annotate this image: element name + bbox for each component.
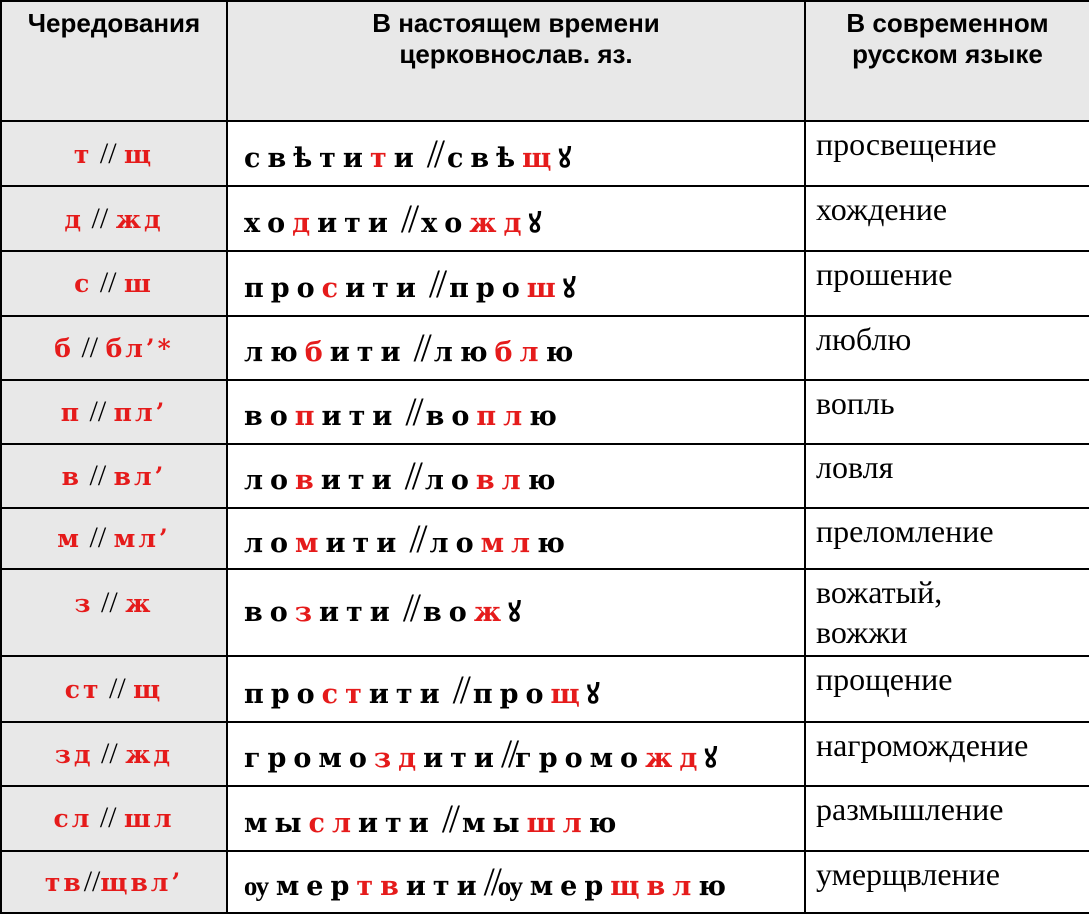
church-slavonic-text <box>244 453 563 499</box>
word-segment: и <box>393 143 421 175</box>
word-segment: ю <box>698 871 733 903</box>
word-segment: ити <box>319 596 397 628</box>
church-slavonic-text <box>244 325 581 371</box>
modern-russian-cell <box>805 444 1089 508</box>
table-row <box>1 569 1089 657</box>
modern-russian-word: просвещение <box>816 126 997 163</box>
word-segment: мы <box>244 807 309 839</box>
alternation-text <box>44 864 184 898</box>
church-slavonic-text <box>244 515 572 561</box>
church-slavonic-cell <box>227 508 805 569</box>
word-segment: ю <box>588 807 624 839</box>
church-slavonic-cell <box>227 444 805 508</box>
separator: // <box>92 136 125 170</box>
alternation-cell <box>1 722 227 786</box>
alternation-segment: шл <box>124 804 175 834</box>
word-segment: про <box>449 272 527 304</box>
table-row <box>1 251 1089 315</box>
church-slavonic-text <box>244 131 579 177</box>
word-segment: д <box>292 208 318 240</box>
word-segment: м <box>295 527 326 559</box>
alternation-segment: ш <box>124 269 154 299</box>
church-slavonic-cell <box>227 316 805 380</box>
alternation-segment: ж <box>125 588 154 618</box>
word-segment: ж <box>473 596 509 628</box>
word-segment: ѹмер <box>244 871 357 903</box>
modern-russian-cell <box>805 786 1089 851</box>
alternation-text <box>53 801 175 835</box>
separator: // <box>92 801 125 835</box>
word-segment: в <box>295 465 321 497</box>
modern-russian-word: вожатый, вожжи <box>816 573 943 650</box>
separator: // <box>73 330 106 364</box>
word-segment: ити <box>321 401 400 433</box>
word-segment: мл <box>480 527 538 559</box>
word-segment: жд <box>469 208 529 240</box>
alternation-text <box>60 394 168 428</box>
table-row <box>1 851 1089 913</box>
modern-russian-word: прощение <box>816 661 953 698</box>
word-segment: ѹмер <box>497 871 611 903</box>
modern-russian-cell <box>805 851 1089 913</box>
word-segment: зд <box>373 743 424 775</box>
word-segment: щ <box>522 143 559 175</box>
alternation-text <box>73 136 155 170</box>
word-segment: ити <box>317 208 395 240</box>
word-segment: с <box>321 272 346 304</box>
alternation-cell <box>1 121 227 186</box>
alternation-segment: т <box>73 139 93 169</box>
separator: // <box>82 394 114 428</box>
word-segment: ити <box>405 871 484 903</box>
table-row <box>1 786 1089 851</box>
separator: // <box>422 260 450 306</box>
word-segment: во <box>425 401 477 433</box>
church-slavonic-text <box>244 196 549 242</box>
alternation-cell <box>1 569 227 657</box>
modern-russian-cell <box>805 316 1089 380</box>
church-slavonic-cell <box>227 380 805 444</box>
word-segment: ю <box>529 401 564 433</box>
separator: // <box>420 131 447 177</box>
header-row <box>1 1 1089 121</box>
alternation-text <box>64 672 164 706</box>
separator: // <box>93 736 126 770</box>
alternation-text <box>54 736 174 770</box>
word-segment: громо <box>515 743 646 775</box>
separator: // <box>82 458 114 492</box>
separator: // <box>93 585 126 619</box>
word-segment: ло <box>429 527 481 559</box>
word-segment: пл <box>476 401 530 433</box>
word-segment: ꙋ <box>558 143 579 175</box>
word-segment: ити <box>368 678 447 710</box>
alternation-segment: пл’ <box>113 397 168 427</box>
modern-russian-cell <box>805 569 1089 657</box>
alternation-text <box>54 330 174 364</box>
separator: // <box>435 795 463 841</box>
word-segment: ꙋ <box>704 743 725 775</box>
church-slavonic-cell <box>227 786 805 851</box>
header-church-slavonic-text: В настоящем времени церковнослав. яз. <box>372 8 660 69</box>
modern-russian-word: люблю <box>816 320 912 357</box>
header-church-slavonic <box>227 1 805 121</box>
church-slavonic-cell <box>227 121 805 186</box>
table-row <box>1 186 1089 251</box>
alternation-segment: тв <box>44 867 84 897</box>
alternation-segment: м <box>57 524 82 554</box>
church-slavonic-cell <box>227 851 805 913</box>
separator: // <box>394 196 422 242</box>
alternation-cell <box>1 444 227 508</box>
alternation-segment: з <box>74 588 94 618</box>
alternation-segment: в <box>61 461 82 491</box>
table-row <box>1 656 1089 721</box>
word-segment: во <box>244 401 295 433</box>
alternation-cell <box>1 186 227 251</box>
church-slavonic-text <box>244 260 583 306</box>
church-slavonic-cell <box>227 186 805 251</box>
church-slavonic-text <box>244 795 624 841</box>
alternation-cell <box>1 251 227 315</box>
separator: // <box>398 453 425 499</box>
word-segment: бл <box>494 337 546 369</box>
header-modern-russian-text: В современном русском языке <box>846 8 1049 69</box>
word-segment: лю <box>244 337 305 369</box>
alternation-segment: жд <box>125 739 174 769</box>
alternation-cell <box>1 508 227 569</box>
word-segment: ю <box>537 527 572 559</box>
modern-russian-cell <box>805 251 1089 315</box>
word-segment: т <box>369 143 394 175</box>
alternation-cell <box>1 656 227 721</box>
word-segment: ити <box>345 272 423 304</box>
word-segment: ꙋ <box>586 678 607 710</box>
alternation-segment: сл <box>53 804 93 834</box>
table-row <box>1 444 1089 508</box>
church-slavonic-text <box>244 731 725 777</box>
word-segment: ꙋ <box>528 208 549 240</box>
word-segment: хо <box>244 208 293 240</box>
alternation-segment: ст <box>64 675 102 705</box>
word-segment: ло <box>424 465 476 497</box>
word-segment: сл <box>308 807 359 839</box>
separator: // <box>82 521 114 555</box>
word-segment: б <box>304 337 330 369</box>
modern-russian-word: нагромождение <box>816 726 1029 763</box>
alternation-segment: зд <box>54 739 94 769</box>
word-segment: тв <box>356 871 406 903</box>
separator: // <box>396 584 424 630</box>
separator: // <box>407 325 434 371</box>
word-segment: громо <box>244 743 374 775</box>
word-segment: ити <box>320 465 399 497</box>
separator: // <box>399 389 426 435</box>
modern-russian-cell <box>805 121 1089 186</box>
word-segment: ꙋ <box>508 596 528 628</box>
table-row <box>1 722 1089 786</box>
word-segment: ло <box>244 465 296 497</box>
table-row <box>1 508 1089 569</box>
modern-russian-cell <box>805 508 1089 569</box>
separator: // <box>83 864 101 898</box>
word-segment: шл <box>526 807 589 839</box>
word-segment: ꙋ <box>562 272 583 304</box>
separator: // <box>500 731 516 777</box>
word-segment: лю <box>433 337 495 369</box>
word-segment: ш <box>526 272 563 304</box>
alternation-cell <box>1 851 227 913</box>
word-segment: мы <box>462 807 527 839</box>
word-segment: п <box>294 401 322 433</box>
modern-russian-cell <box>805 656 1089 721</box>
word-segment: щ <box>550 678 587 710</box>
word-segment: во <box>423 596 474 628</box>
alternation-text <box>57 521 171 555</box>
word-segment: хо <box>421 208 470 240</box>
alternation-text <box>61 458 167 492</box>
church-slavonic-text <box>244 666 607 712</box>
word-segment: жд <box>645 743 705 775</box>
word-segment: свѣти <box>244 143 370 175</box>
word-segment: щвл <box>610 871 699 903</box>
modern-russian-word: вопль <box>816 384 895 421</box>
separator: // <box>101 672 134 706</box>
modern-russian-word: преломление <box>816 512 994 549</box>
word-segment: вл <box>475 465 528 497</box>
church-slavonic-cell <box>227 722 805 786</box>
church-slavonic-cell <box>227 656 805 721</box>
alternation-segment: б <box>54 333 74 363</box>
alternation-text <box>74 266 154 300</box>
word-segment: ло <box>244 527 296 559</box>
alternation-cell <box>1 316 227 380</box>
modern-russian-word: прошение <box>816 256 953 293</box>
word-segment: ю <box>545 337 581 369</box>
alternation-text <box>64 201 164 235</box>
word-segment: ити <box>423 743 501 775</box>
modern-russian-cell <box>805 380 1089 444</box>
alternation-segment: с <box>74 269 93 299</box>
church-slavonic-text <box>244 859 733 905</box>
word-segment: ити <box>329 337 408 369</box>
separator: // <box>483 859 498 905</box>
word-segment: во <box>244 596 295 628</box>
word-segment: ст <box>321 678 369 710</box>
alternation-text <box>74 585 154 619</box>
header-modern-russian <box>805 1 1089 121</box>
modern-russian-word: умерщвление <box>816 855 1000 892</box>
alternation-segment: п <box>60 397 82 427</box>
alternation-segment: вл’ <box>113 461 167 491</box>
separator: // <box>84 201 116 235</box>
word-segment: свѣ <box>446 143 523 175</box>
church-slavonic-cell <box>227 569 805 657</box>
church-slavonic-text <box>244 584 528 630</box>
table-row <box>1 316 1089 380</box>
word-segment: про <box>244 678 322 710</box>
church-slavonic-text <box>244 389 564 435</box>
alternation-segment: щвл’ <box>100 867 184 897</box>
separator: // <box>92 266 125 300</box>
table-row <box>1 121 1089 186</box>
alternation-segment: щ <box>124 139 155 169</box>
separator: // <box>403 515 430 561</box>
alternation-segment: д <box>64 204 85 234</box>
alternation-segment: щ <box>133 675 164 705</box>
alternation-cell <box>1 380 227 444</box>
church-slavonic-cell <box>227 251 805 315</box>
word-segment: ити <box>358 807 436 839</box>
separator: // <box>446 666 473 712</box>
modern-russian-word: хождение <box>816 191 948 228</box>
word-segment: про <box>244 272 322 304</box>
modern-russian-cell <box>805 722 1089 786</box>
word-segment: про <box>472 678 551 710</box>
alternation-segment: бл’* <box>105 333 174 363</box>
header-alternations: Чередования <box>1 1 227 121</box>
word-segment: з <box>294 596 320 628</box>
word-segment: ити <box>325 527 404 559</box>
alternation-segment: мл’ <box>113 524 171 554</box>
alternation-cell <box>1 786 227 851</box>
word-segment: ю <box>527 465 563 497</box>
modern-russian-word: ловля <box>816 448 894 485</box>
modern-russian-word: размышление <box>816 790 1004 827</box>
table-row <box>1 380 1089 444</box>
alternation-segment: жд <box>115 204 164 234</box>
modern-russian-cell <box>805 186 1089 251</box>
